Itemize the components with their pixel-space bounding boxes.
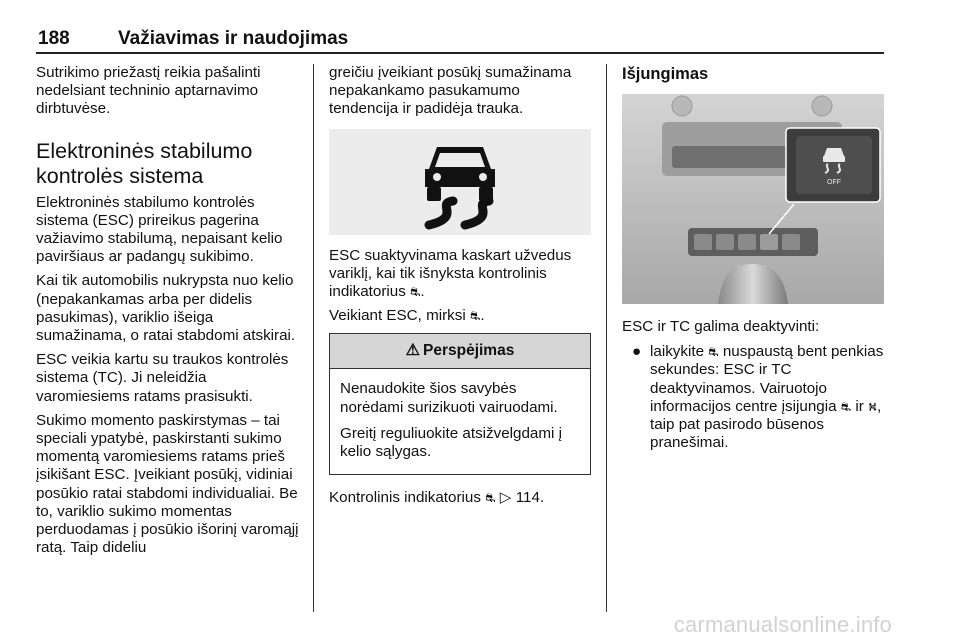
- warning-text: Greitį reguliuokite atsižvelgdami į kelio sąlygas.: [340, 424, 562, 461]
- page-reference: Kontrolinis indikatorius ⛐ ▷ 114.: [329, 489, 545, 507]
- warning-header: [330, 334, 590, 369]
- warning-box: [329, 333, 591, 475]
- list-item: [622, 343, 884, 452]
- intro-text: Sutrikimo priežastį reikia pašalinti nedelsiant techninio aptarnavimo dirbtuvėse.: [36, 64, 261, 118]
- esc-off-label: OFF: [827, 179, 841, 186]
- list-item-text: laikykite ⛐ nuspaustą bent penkias sekundes: ESC ir TC deaktyvinamos. Vairuotojo informacijos centre įsijungia ⛐ ir ⛕, taip pat pasirodo būsenos pranešimai.: [650, 343, 884, 452]
- bullet-dot: ●: [632, 343, 642, 361]
- page-header: [38, 28, 348, 50]
- esc-skid-icon: ⛐: [410, 285, 421, 300]
- paragraph: greičiu įveikiant posūkį sumažinama nepakankamo pasukamumo tendencija ir padidėja trauka.: [329, 64, 572, 118]
- paragraph: ESC suaktyvinama kaskart užvedus variklį, kai tik išnyksta kontrolinis indikatorius ⛐.: [329, 246, 572, 301]
- esc-skid-icon: ⛐: [469, 309, 481, 324]
- watermark: carmanualsonline.info: [673, 612, 892, 637]
- column-2: [329, 64, 591, 513]
- tc-off-icon: ⛕: [868, 399, 878, 414]
- page-number: 188: [38, 28, 70, 49]
- center-console-image: [622, 94, 884, 304]
- esc-skid-icon: ⛐: [708, 345, 719, 360]
- header-rule: [36, 52, 884, 54]
- warning-title: Perspėjimas: [423, 342, 515, 360]
- esc-skid-icon: ⛐: [485, 491, 496, 506]
- warning-body: [330, 369, 590, 474]
- esc-off-icon: ⛐: [840, 399, 852, 414]
- warning-triangle-icon: ⚠: [405, 342, 420, 360]
- page-reference-arrow-icon: ▷: [499, 489, 512, 507]
- column-3: [622, 64, 884, 452]
- page-title: Važiavimas ir naudojimas: [118, 28, 349, 49]
- warning-text: Nenaudokite šios savybės norėdami surizikuoti vairuodami.: [340, 380, 558, 416]
- esc-skid-icon: [329, 129, 591, 235]
- paragraph: Sukimo momento paskirstymas – tai speciali ypatybė, paskirstanti sukimo momentą varomiesiems ratams prieš įsikišant ESC. Įveikiant posūkį, vidiniai posūkio ratai stabdomi individualiai. Be to, variklio sukimo momentas perduodamas į posūkio išorinį varomąjį ratą. Taip dideliu: [36, 411, 299, 557]
- paragraph: Kai tik automobilis nukrypsta nuo kelio (nepakankamas arba per didelis pasukimas), variklio išeiga sumažinama, o ratai stabdomi atskirai.: [36, 272, 296, 345]
- column-1: [36, 64, 302, 563]
- column-divider: [606, 64, 607, 612]
- section-heading: Elektroninės stabilumo kontrolės sistema: [36, 138, 253, 188]
- paragraph: Veikiant ESC, mirksi ⛐.: [329, 307, 485, 325]
- console-photo: [622, 94, 884, 304]
- paragraph: ESC veikia kartu su traukos kontrolės sistema (TC). Ji neleidžia varomiesiems ratams prasisukti.: [36, 351, 289, 405]
- section-subheading: Išjungimas: [622, 65, 709, 83]
- paragraph: Elektroninės stabilumo kontrolės sistema (ESC) prireikus pagerina važiavimo stabilumą, nepaisant kelio paviršiaus ar padangų sukibimo.: [36, 193, 283, 266]
- column-divider: [313, 64, 314, 612]
- esc-symbol-figure: [329, 129, 591, 235]
- paragraph: ESC ir TC galima deaktyvinti:: [622, 318, 820, 335]
- page-reference-link[interactable]: 114.: [515, 489, 545, 507]
